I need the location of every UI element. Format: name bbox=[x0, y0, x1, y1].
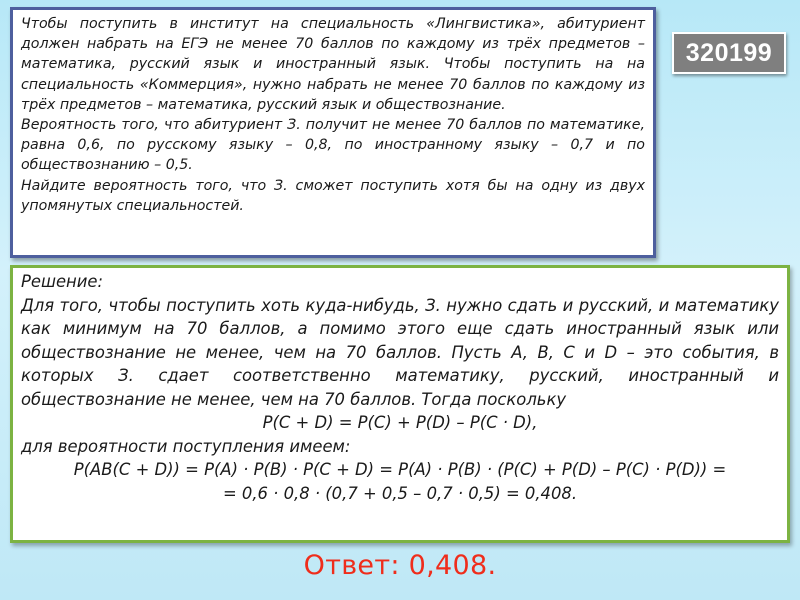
problem-paragraph-question: Найдите вероятность того, что З. сможет поступить хотя бы на одну из двух упомянутых специальностей. bbox=[21, 177, 645, 214]
solution-text-conclusion: для вероятности поступления имеем: bbox=[21, 436, 351, 456]
solution-formula-numeric: = 0,6 · 0,8 · (0,7 + 0,5 – 0,7 · 0,5) = 0,408. bbox=[222, 483, 578, 503]
problem-statement-box bbox=[10, 7, 656, 258]
solution-formula-union: P(C + D) = P(C) + P(D) – P(C · D), bbox=[262, 413, 538, 432]
answer-text: Ответ: 0,408. bbox=[303, 550, 497, 581]
solution-heading: Решение: bbox=[21, 272, 104, 291]
problem-paragraph-conditions: Чтобы поступить в институт на специальность «Лингвистика», абитуриент должен набрать на ЕГЭ не менее 70 баллов по каждому из трёх предметов – математика, русский язык и иностранный язык. Чтобы поступить на на специальность «Коммерция», нужно набрать не менее 70 баллов по каждому из трёх предметов – математика, русский язык и обществознание. bbox=[21, 16, 645, 113]
solution-formula-general: P(AB(C + D)) = P(A) · P(B) · P(C + D) = P(A) · P(B) · (P(C) + P(D) – P(C) · P(D)) = bbox=[73, 460, 727, 479]
solution-box bbox=[10, 265, 790, 543]
solution-text: Для того, чтобы поступить хоть куда-нибудь, З. нужно сдать и русский, и математику как минимум на 70 баллов, а помимо этого еще сдать иностранный язык или обществознание не менее, чем на 70 баллов. Пусть A, B, C и D – это события, в которых З. сдает соответственно математику, русский, иностранный и обществознание не менее, чем на 70 баллов. Тогда поскольку bbox=[21, 295, 779, 409]
task-number-badge: 320199 bbox=[672, 32, 786, 74]
problem-paragraph-probabilities: Вероятность того, что абитуриент З. получит не менее 70 баллов по математике, равна 0,6, по русскому языку – 0,8, по иностранному языку – 0,7 и по обществознанию – 0,5. bbox=[21, 117, 645, 174]
